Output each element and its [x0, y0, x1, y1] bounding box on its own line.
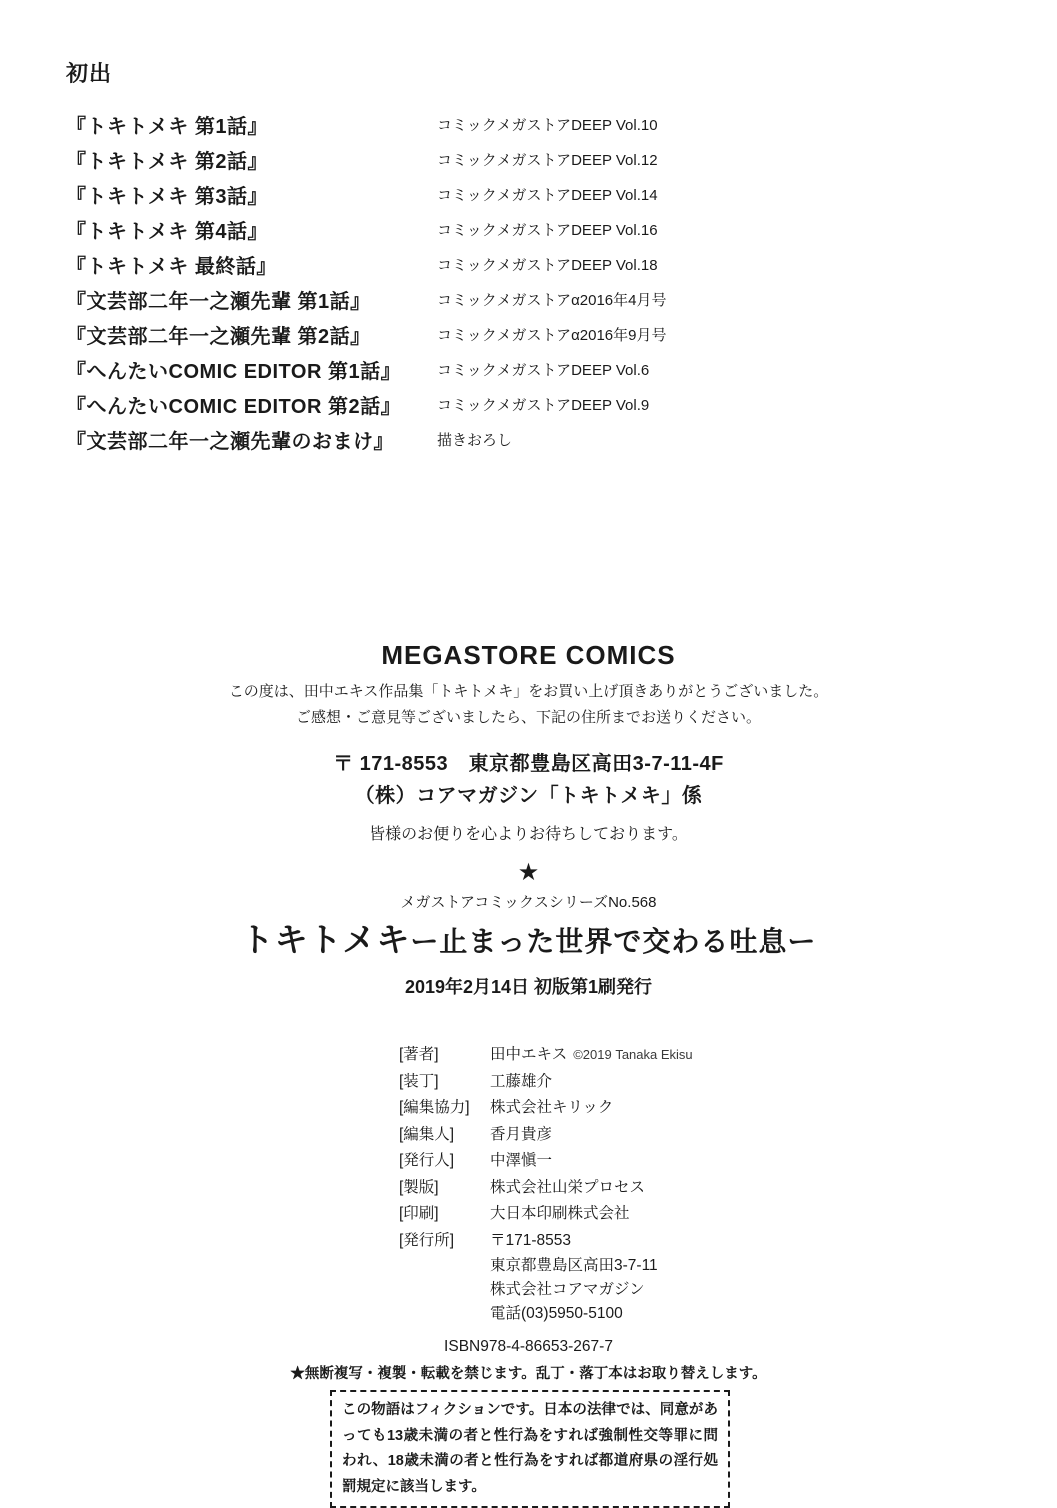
credit-label: [発行人]: [399, 1152, 455, 1169]
credit-label: [著者]: [399, 1046, 439, 1063]
chapter-title: 『トキトメキ 第1話』: [66, 116, 268, 138]
publication-row: [66, 177, 996, 212]
publication-row: [66, 107, 996, 142]
publication-row: [66, 212, 996, 247]
chapter-title: 『文芸部二年一之瀬先輩 第2話』: [66, 326, 371, 348]
credit-row: [399, 1122, 693, 1149]
publisher-postal-code: 〒171-8553: [490, 1231, 572, 1249]
credit-value: 香月貴彦: [490, 1125, 553, 1143]
mailing-address: （株）コアマガジン「トキトメキ」係: [354, 785, 703, 807]
publication-row: [66, 317, 996, 352]
publication-source: コミックメガストアα2016年9月号: [437, 327, 667, 344]
first-publication-list: [66, 107, 996, 457]
publication-source: コミックメガストアDEEP Vol.6: [437, 362, 650, 379]
chapter-title: 『文芸部二年一之瀬先輩のおまけ』: [66, 431, 394, 453]
credit-row: [399, 1201, 693, 1228]
credit-row: [399, 1228, 693, 1327]
publication-source: コミックメガストアα2016年4月号: [437, 292, 667, 309]
chapter-title: 『トキトメキ 第2話』: [66, 151, 268, 173]
chapter-title: 『トキトメキ 最終話』: [66, 256, 277, 278]
book-title-main: トキトメキ: [240, 921, 411, 958]
publisher-address-line: 東京都豊島区高田3-7-11: [490, 1257, 658, 1274]
credit-value: 中澤愼一: [490, 1152, 553, 1169]
credit-row: [399, 1175, 693, 1202]
letters-note: 皆様のお便りを心よりお待ちしております。: [369, 826, 688, 843]
publication-source: コミックメガストアDEEP Vol.16: [437, 222, 658, 239]
colophon-title-block: [0, 891, 1057, 999]
credit-row: [399, 1042, 693, 1069]
credit-value: [490, 1042, 693, 1069]
publication-row: [66, 282, 996, 317]
publication-row: [66, 352, 996, 387]
chapter-title: 『へんたいCOMIC EDITOR 第1話』: [66, 361, 402, 383]
credit-row: [399, 1095, 693, 1122]
book-title-subtitle: ー止まった世界で交わる吐息ー: [410, 926, 817, 957]
print-date: 2019年2月14日 初版第1刷発行: [404, 977, 653, 997]
book-title: [0, 920, 1057, 962]
publisher-company-name: 株式会社コアマガジン: [490, 1281, 645, 1298]
star-icon: ★: [517, 859, 540, 886]
first-publication-section: [66, 57, 996, 457]
credit-label: [編集人]: [399, 1125, 455, 1143]
credit-value: 株式会社山栄プロセス: [490, 1178, 646, 1196]
publication-row: [66, 247, 996, 282]
series-number: メガストアコミックスシリーズNo.568: [400, 894, 657, 911]
thanks-line: この度は、田中エキス作品集「トキトメキ」をお買い上げ頂きありがとうございました。: [228, 683, 829, 700]
copyright-credit: ©2019 Tanaka Ekisu: [573, 1047, 693, 1062]
credit-row: [399, 1148, 693, 1175]
publication-source: コミックメガストアDEEP Vol.9: [437, 397, 650, 414]
credit-label: [発行所]: [399, 1231, 455, 1249]
publisher-address-block: [490, 1228, 658, 1327]
publication-source: コミックメガストアDEEP Vol.18: [437, 257, 658, 274]
thanks-line: ご感想・ご意見等ございましたら、下記の住所までお送りください。: [295, 709, 761, 726]
first-publication-heading: 初出: [66, 61, 113, 86]
publication-source: 描きおろし: [437, 432, 513, 449]
credit-value: 大日本印刷株式会社: [490, 1205, 630, 1222]
credit-label: [印刷]: [399, 1205, 439, 1222]
publisher-phone: 電話(03)5950-5100: [490, 1305, 623, 1322]
publication-row: [66, 422, 996, 457]
credits-list: [399, 1042, 693, 1326]
publication-source: コミックメガストアDEEP Vol.12: [437, 152, 658, 169]
author-name: 田中エキス: [490, 1046, 568, 1063]
mailing-address: 〒 171-8553 東京都豊島区高田3-7-11-4F: [333, 753, 724, 775]
legal-disclaimer-text: この物語はフィクションです。日本の法律では、同意があっても13歳未満の者と性行為をすれば強制性交等罪に問われ、18歳未満の者と性行為をすれば都道府県の淫行処罰規定に該当します。: [342, 1402, 718, 1495]
brand-logotype: MEGASTORE COMICS: [381, 640, 676, 670]
chapter-title: 『トキトメキ 第3話』: [66, 186, 268, 208]
publication-source: コミックメガストアDEEP Vol.10: [437, 117, 658, 134]
chapter-title: 『へんたいCOMIC EDITOR 第2話』: [66, 396, 402, 418]
credit-row: [399, 1069, 693, 1096]
credit-value: 工藤雄介: [490, 1072, 553, 1090]
credit-label: [装丁]: [399, 1072, 439, 1090]
rights-notice: ★無断複写・複製・転載を禁じます。乱丁・落丁本はお取り替えします。: [290, 1366, 767, 1382]
legal-disclaimer-box: [330, 1390, 730, 1508]
isbn: ISBN978-4-86653-267-7: [444, 1338, 613, 1355]
publication-row: [66, 387, 996, 422]
credit-label: [編集協力]: [399, 1099, 470, 1116]
credit-value: 株式会社キリック: [490, 1099, 614, 1116]
credit-label: [製版]: [399, 1178, 439, 1196]
publisher-block: [0, 640, 1057, 885]
publication-row: [66, 142, 996, 177]
chapter-title: 『トキトメキ 第4話』: [66, 221, 268, 243]
publication-source: コミックメガストアDEEP Vol.14: [437, 187, 658, 204]
chapter-title: 『文芸部二年一之瀬先輩 第1話』: [66, 291, 371, 313]
